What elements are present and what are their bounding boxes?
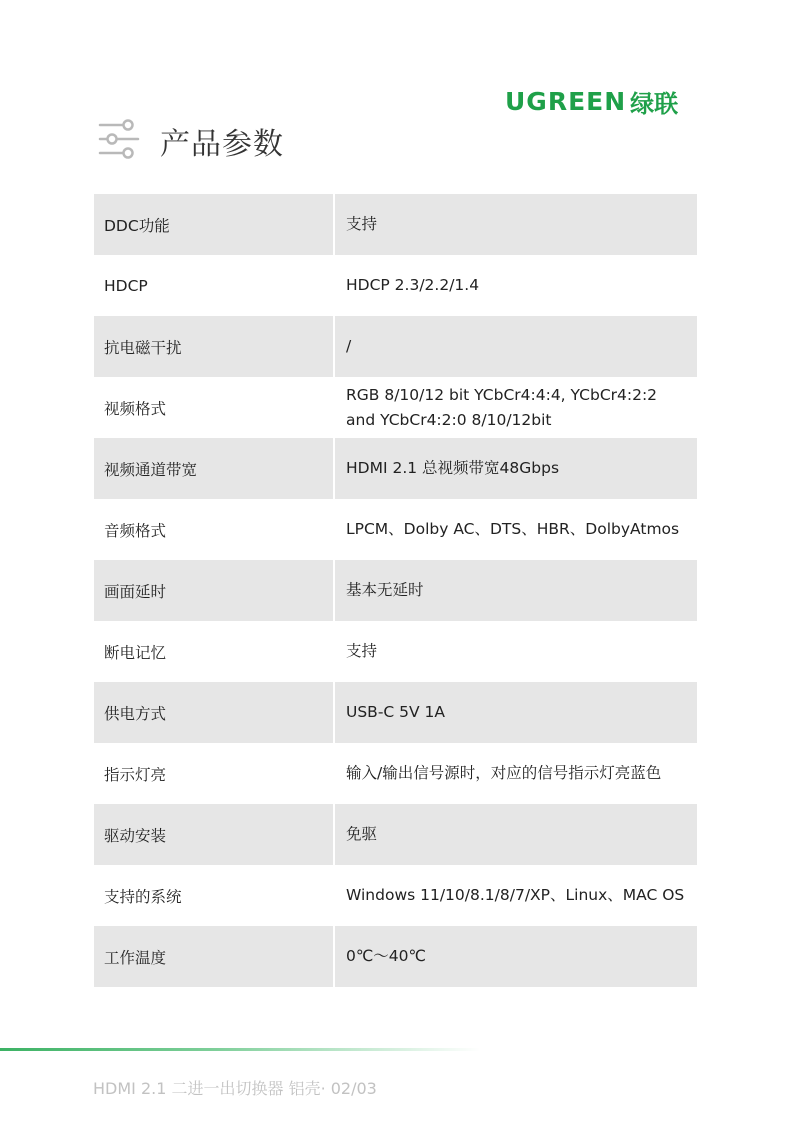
spec-value: /: [334, 316, 697, 377]
table-row: [94, 499, 697, 560]
spec-label: DDC功能: [94, 194, 334, 255]
section-header: [98, 118, 284, 164]
footer-text: HDMI 2.1 二进一出切换器 铝壳· 02/03: [93, 1079, 377, 1098]
spec-label: 音频格式: [104, 521, 167, 540]
spec-label: 视频格式: [104, 399, 167, 418]
page-title: 产品参数: [160, 127, 284, 162]
table-row: [94, 865, 697, 926]
table-row: [94, 194, 697, 255]
spec-label: 断电记忆: [104, 643, 167, 662]
spec-label: 支持的系统: [104, 887, 182, 906]
spec-value: 输入/输出信号源时，对应的信号指示灯亮蓝色: [334, 743, 697, 804]
spec-value: 0℃～40℃: [334, 926, 697, 987]
spec-value: 基本无延时: [334, 560, 697, 621]
table-row: [94, 743, 697, 804]
spec-value: USB-C 5V 1A: [334, 682, 697, 743]
spec-value: RGB 8/10/12 bit YCbCr4:4:4, YCbCr4:2:2 and YCbCr4:2:0 8/10/12bit: [334, 377, 697, 438]
spec-label: 视频通道带宽: [94, 438, 334, 499]
sliders-icon: [98, 118, 140, 164]
spec-label: 指示灯亮: [104, 765, 167, 784]
brand-logo: [505, 84, 678, 119]
table-row: [94, 316, 697, 377]
brand-name-cn: 绿联: [630, 90, 679, 118]
spec-value: Windows 11/10/8.1/8/7/XP、Linux、MAC OS: [334, 865, 697, 926]
spec-label: 抗电磁干扰: [94, 316, 334, 377]
spec-label: 供电方式: [94, 682, 334, 743]
spec-label: 画面延时: [94, 560, 334, 621]
spec-value: HDMI 2.1 总视频带宽48Gbps: [334, 438, 697, 499]
spec-table: [94, 194, 697, 987]
table-row: [94, 377, 697, 438]
spec-value: 支持: [334, 194, 697, 255]
table-row: [94, 621, 697, 682]
spec-label: 驱动安装: [94, 804, 334, 865]
table-row: [94, 438, 697, 499]
table-row: [94, 255, 697, 316]
spec-value: HDCP 2.3/2.2/1.4: [334, 255, 697, 316]
spec-label: HDCP: [104, 276, 148, 295]
table-row: [94, 560, 697, 621]
table-row: [94, 804, 697, 865]
table-row: [94, 682, 697, 743]
spec-label: 工作温度: [94, 926, 334, 987]
spec-value: LPCM、Dolby AC、DTS、HBR、DolbyAtmos: [334, 499, 697, 560]
brand-name-en: UGREEN: [505, 87, 627, 116]
spec-value: 支持: [334, 621, 697, 682]
table-row: [94, 926, 697, 987]
spec-value: 免驱: [334, 804, 697, 865]
footer-divider: [0, 1048, 480, 1051]
